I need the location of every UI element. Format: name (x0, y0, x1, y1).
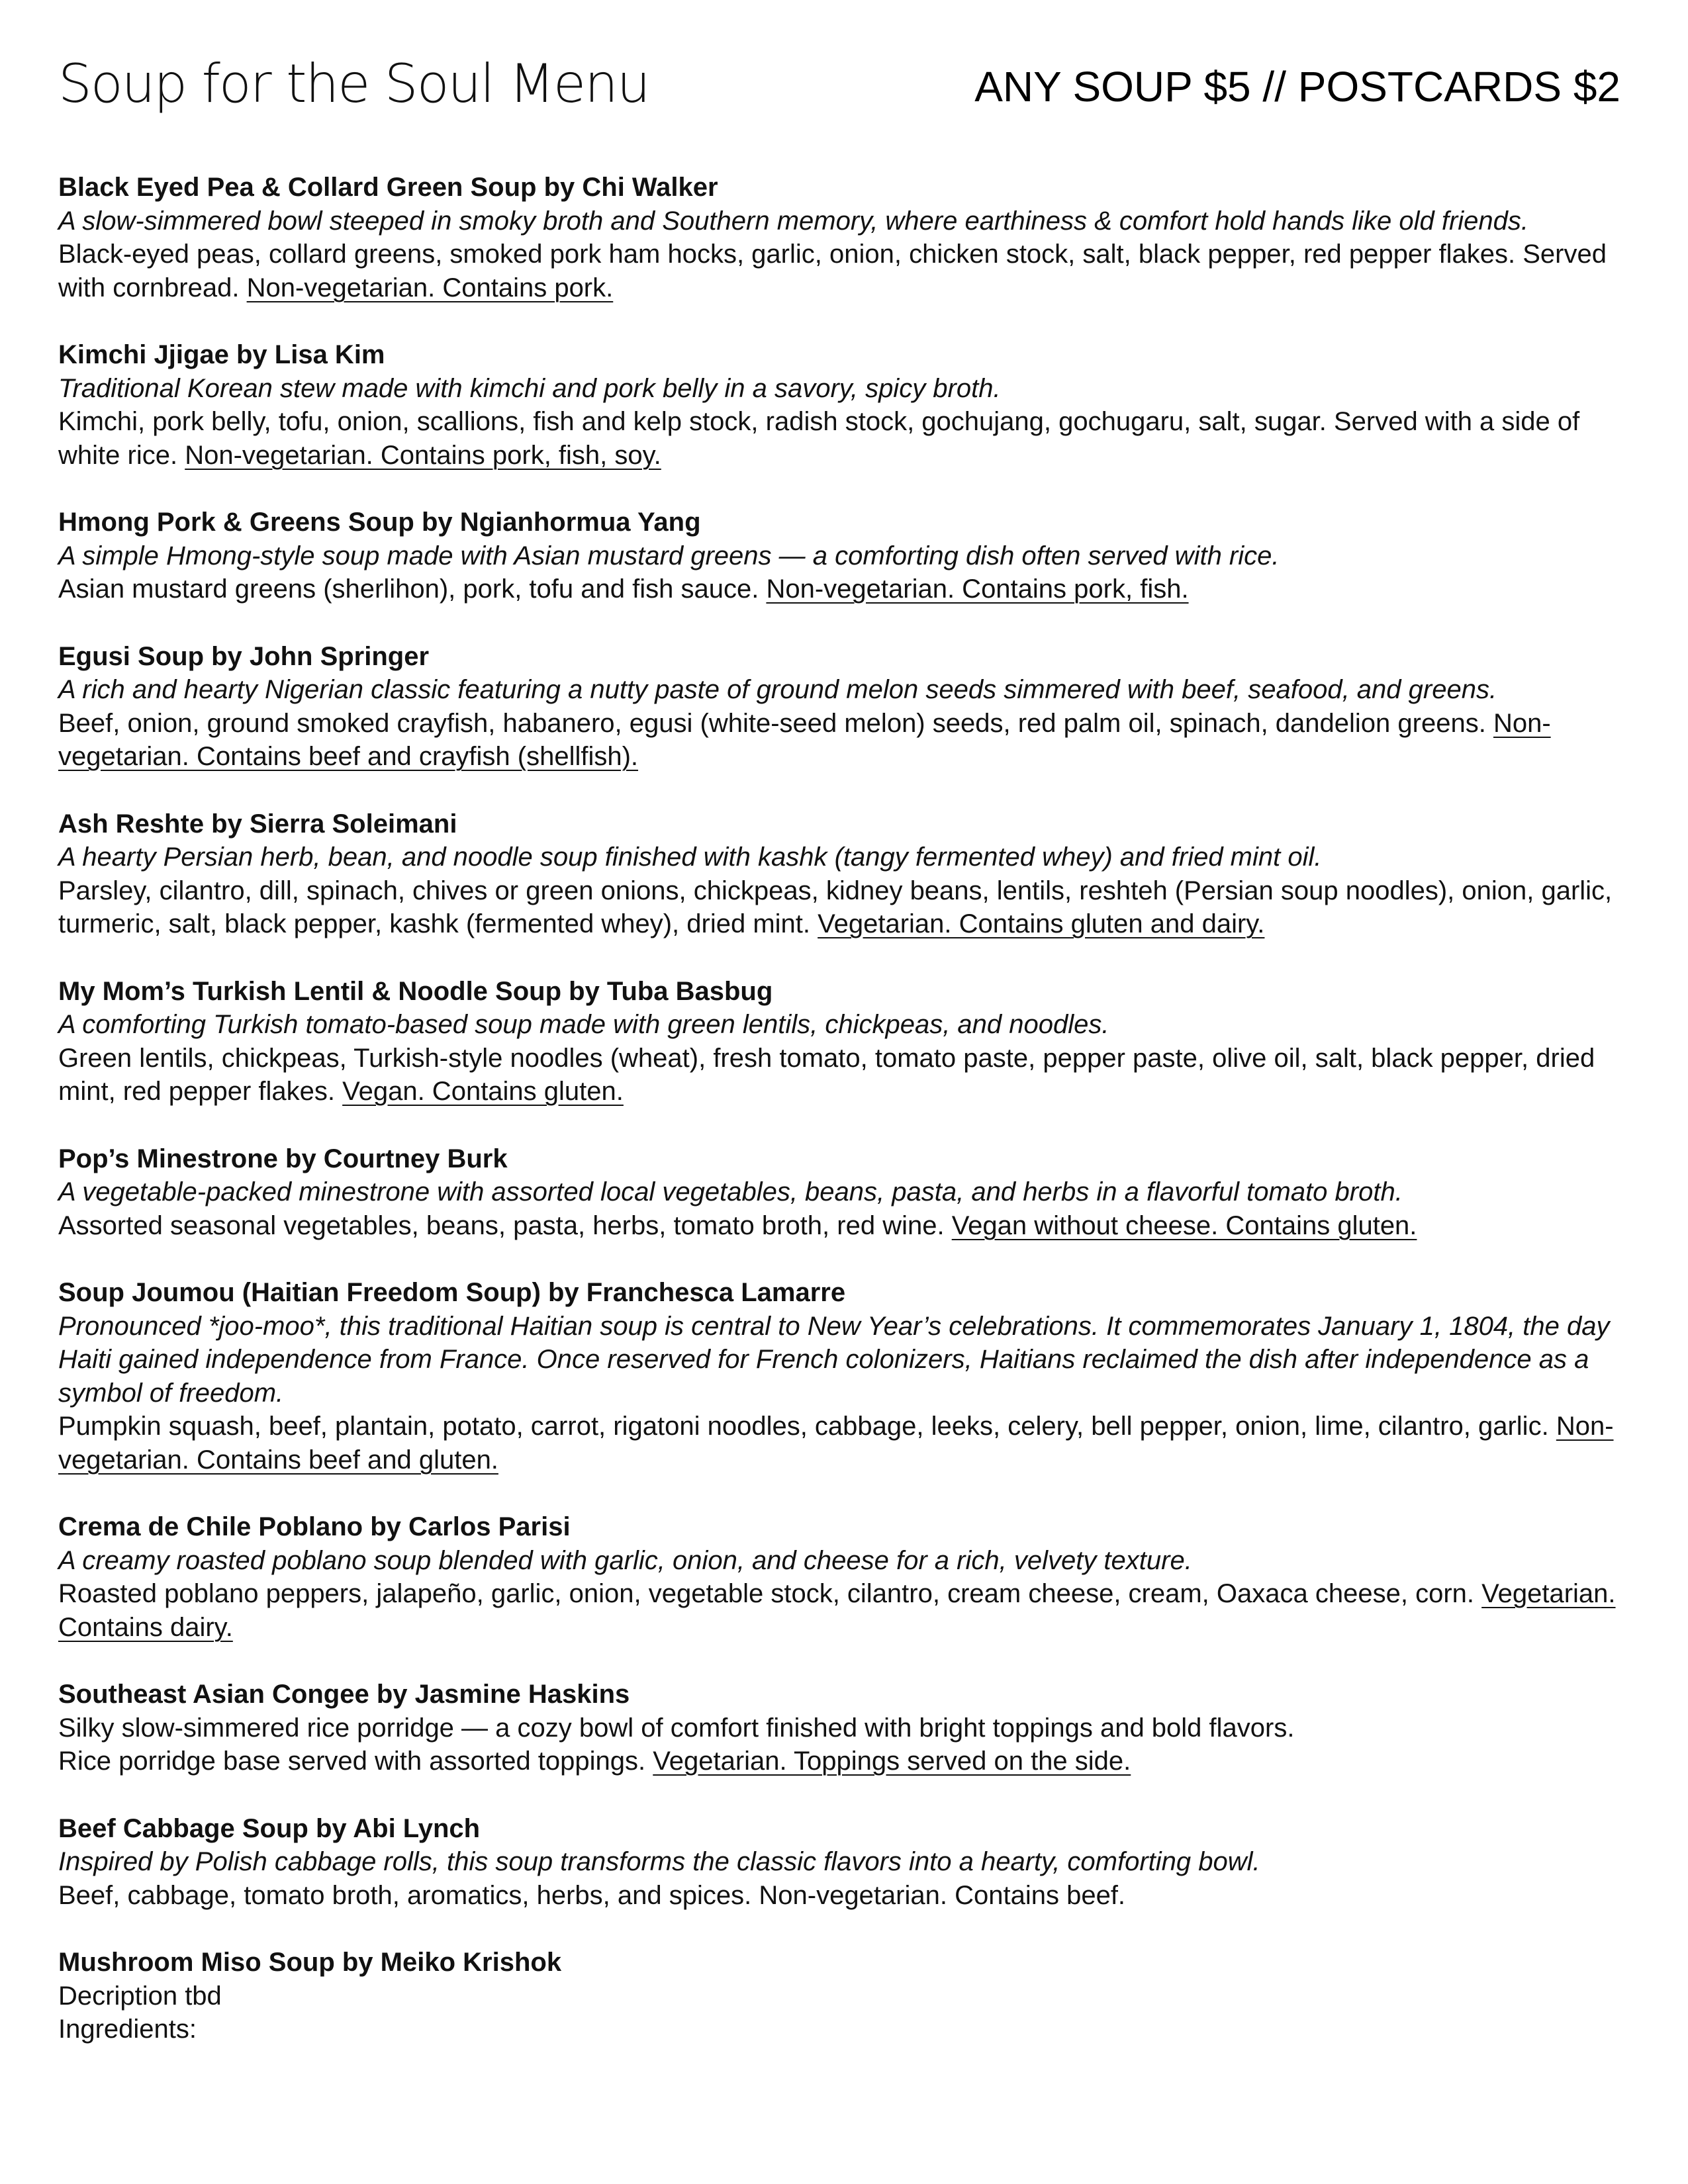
soup-ingredients-line (58, 1577, 1647, 1644)
soup-ingredients-line (58, 874, 1647, 941)
soup-ingredients-line (58, 572, 1647, 606)
soup-description: A rich and hearty Nigerian classic featuring a nutty paste of ground melon seeds simmered with beef, seafood, and greens. (58, 675, 1497, 704)
dietary-note: Vegetarian. Toppings served on the side. (653, 1747, 1131, 1776)
soup-ingredients: Kimchi, pork belly, tofu, onion, scallions, fish and kelp stock, radish stock, gochujang, gochugaru, salt, sugar. Served with a side of white rice. (58, 407, 1580, 470)
soup-description: Silky slow-simmered rice porridge — a cozy bowl of comfort finished with bright toppings and bold flavors. (58, 1713, 1295, 1743)
soup-ingredients-line (58, 1879, 1647, 1913)
soup-title: Kimchi Jjigae by Lisa Kim (58, 340, 385, 369)
soup-ingredients: Assorted seasonal vegetables, beans, pasta, herbs, tomato broth, red wine. (58, 1210, 945, 1240)
soup-ingredients: Parsley, cilantro, dill, spinach, chives or green onions, chickpeas, kidney beans, lentils, reshteh (Persian soup noodles), onion, garlic, turmeric, salt, black pepper, kashk (fermented whey), dried mint. (58, 876, 1613, 938)
soup-ingredients: Ingredients: (58, 2015, 197, 2044)
soup-description: A hearty Persian herb, bean, and noodle soup finished with kashk (tangy fermented whey) and fried mint oil. (58, 842, 1322, 872)
dietary-note: Non-vegetarian. Contains beef. (759, 1880, 1126, 1910)
soup-ingredients: Green lentils, chickpeas, Turkish-style noodles (wheat), fresh tomato, tomato paste, pepper paste, olive oil, salt, black pepper, dried mint, red pepper flakes. (58, 1043, 1595, 1106)
menu-header (58, 40, 1620, 132)
soup-title: Egusi Soup by John Springer (58, 641, 430, 671)
soup-ingredients-line (58, 238, 1647, 304)
soup-ingredients-line (58, 1410, 1647, 1477)
menu-item (58, 807, 1647, 941)
soup-ingredients-line (58, 405, 1647, 472)
soup-title: Beef Cabbage Soup by Abi Lynch (58, 1813, 481, 1843)
soup-title: Black Eyed Pea & Collard Green Soup by Chi Walker (58, 173, 718, 202)
soup-ingredients: Pumpkin squash, beef, plantain, potato, carrot, rigatoni noodles, cabbage, leeks, celery, bell pepper, onion, lime, cilantro, garlic. (58, 1412, 1549, 1441)
menu-item (58, 1142, 1647, 1243)
menu-item (58, 1946, 1647, 2046)
soup-description: Pronounced *joo-moo*, this traditional Haitian soup is central to New Year’s celebrations. It commemorates January 1, 1804, the day Haiti gained independence from France. Once reserved for French colonizers, Haitians reclaimed the dish after independence as a symbol of freedom. (58, 1311, 1610, 1408)
soup-description: A comforting Turkish tomato-based soup made with green lentils, chickpeas, and noodles. (58, 1010, 1109, 1039)
soup-ingredients: Asian mustard greens (sherlihon), pork, tofu and fish sauce. (58, 574, 759, 604)
soup-description: A slow-simmered bowl steeped in smoky broth and Southern memory, where earthiness & comfort hold hands like old friends. (58, 206, 1529, 236)
dietary-note: Vegetarian. Contains gluten and dairy. (818, 909, 1265, 938)
soup-description: Decription tbd (58, 1981, 222, 2011)
dietary-note: Vegan. Contains gluten. (342, 1077, 624, 1106)
soup-description: A simple Hmong-style soup made with Asian mustard greens — a comforting dish often served with rice. (58, 541, 1280, 570)
soup-list (58, 171, 1647, 2080)
soup-ingredients-line (58, 1745, 1647, 1778)
dietary-note: Non-vegetarian. Contains pork. (246, 273, 614, 302)
dietary-note: Non-vegetarian. Contains beef and gluten. (58, 1412, 1614, 1475)
menu-item (58, 1812, 1647, 1913)
soup-title: Mushroom Miso Soup by Meiko Krishok (58, 1948, 562, 1977)
soup-title: Hmong Pork & Greens Soup by Ngianhormua Yang (58, 508, 701, 537)
soup-title: Crema de Chile Poblano by Carlos Parisi (58, 1512, 571, 1541)
menu-item (58, 1510, 1647, 1644)
dietary-note: Non-vegetarian. Contains beef and crayfish (shellfish). (58, 708, 1551, 771)
soup-ingredients-line (58, 1209, 1647, 1243)
soup-description: A creamy roasted poblano soup blended with garlic, onion, and cheese for a rich, velvety texture. (58, 1545, 1192, 1575)
pricing-line: ANY SOUP $5 // POSTCARDS $2 (974, 63, 1620, 111)
dietary-note: Vegan without cheese. Contains gluten. (951, 1210, 1417, 1240)
soup-ingredients: Black-eyed peas, collard greens, smoked pork ham hocks, garlic, onion, chicken stock, salt, black pepper, red pepper flakes. Served with cornbread. (58, 240, 1607, 302)
menu-title: Soup for the Soul Menu (58, 53, 649, 114)
menu-item (58, 1276, 1647, 1477)
dietary-note: Non-vegetarian. Contains pork, fish, soy. (185, 440, 661, 470)
soup-ingredients: Roasted poblano peppers, jalapeño, garlic, onion, vegetable stock, cilantro, cream cheese, cream, Oaxaca cheese, corn. (58, 1579, 1475, 1608)
soup-ingredients-line (58, 1042, 1647, 1109)
soup-ingredients: Rice porridge base served with assorted toppings. (58, 1747, 646, 1776)
menu-item (58, 640, 1647, 774)
dietary-note: Non-vegetarian. Contains pork, fish. (766, 574, 1189, 604)
soup-ingredients: Beef, cabbage, tomato broth, aromatics, herbs, and spices. (58, 1880, 752, 1910)
soup-ingredients-line (58, 707, 1647, 774)
menu-item (58, 338, 1647, 472)
dietary-note: Vegetarian. Contains dairy. (58, 1579, 1616, 1642)
soup-description: Traditional Korean stew made with kimchi and pork belly in a savory, spicy broth. (58, 373, 1001, 403)
soup-description: Inspired by Polish cabbage rolls, this soup transforms the classic flavors into a hearty, comforting bowl. (58, 1847, 1260, 1876)
menu-item (58, 171, 1647, 304)
soup-title: Soup Joumou (Haitian Freedom Soup) by Franchesca Lamarre (58, 1278, 846, 1307)
menu-item (58, 1678, 1647, 1778)
soup-title: Pop’s Minestrone by Courtney Burk (58, 1144, 508, 1173)
soup-title: Ash Reshte by Sierra Soleimani (58, 809, 457, 839)
menu-item (58, 506, 1647, 606)
menu-item (58, 975, 1647, 1109)
soup-ingredients: Beef, onion, ground smoked crayfish, habanero, egusi (white-seed melon) seeds, red palm oil, spinach, dandelion greens. (58, 708, 1486, 738)
soup-description: A vegetable-packed minestrone with assorted local vegetables, beans, pasta, and herbs in a flavorful tomato broth. (58, 1177, 1403, 1206)
soup-title: Southeast Asian Congee by Jasmine Haskins (58, 1680, 630, 1709)
soup-title: My Mom’s Turkish Lentil & Noodle Soup by Tuba Basbug (58, 976, 773, 1006)
